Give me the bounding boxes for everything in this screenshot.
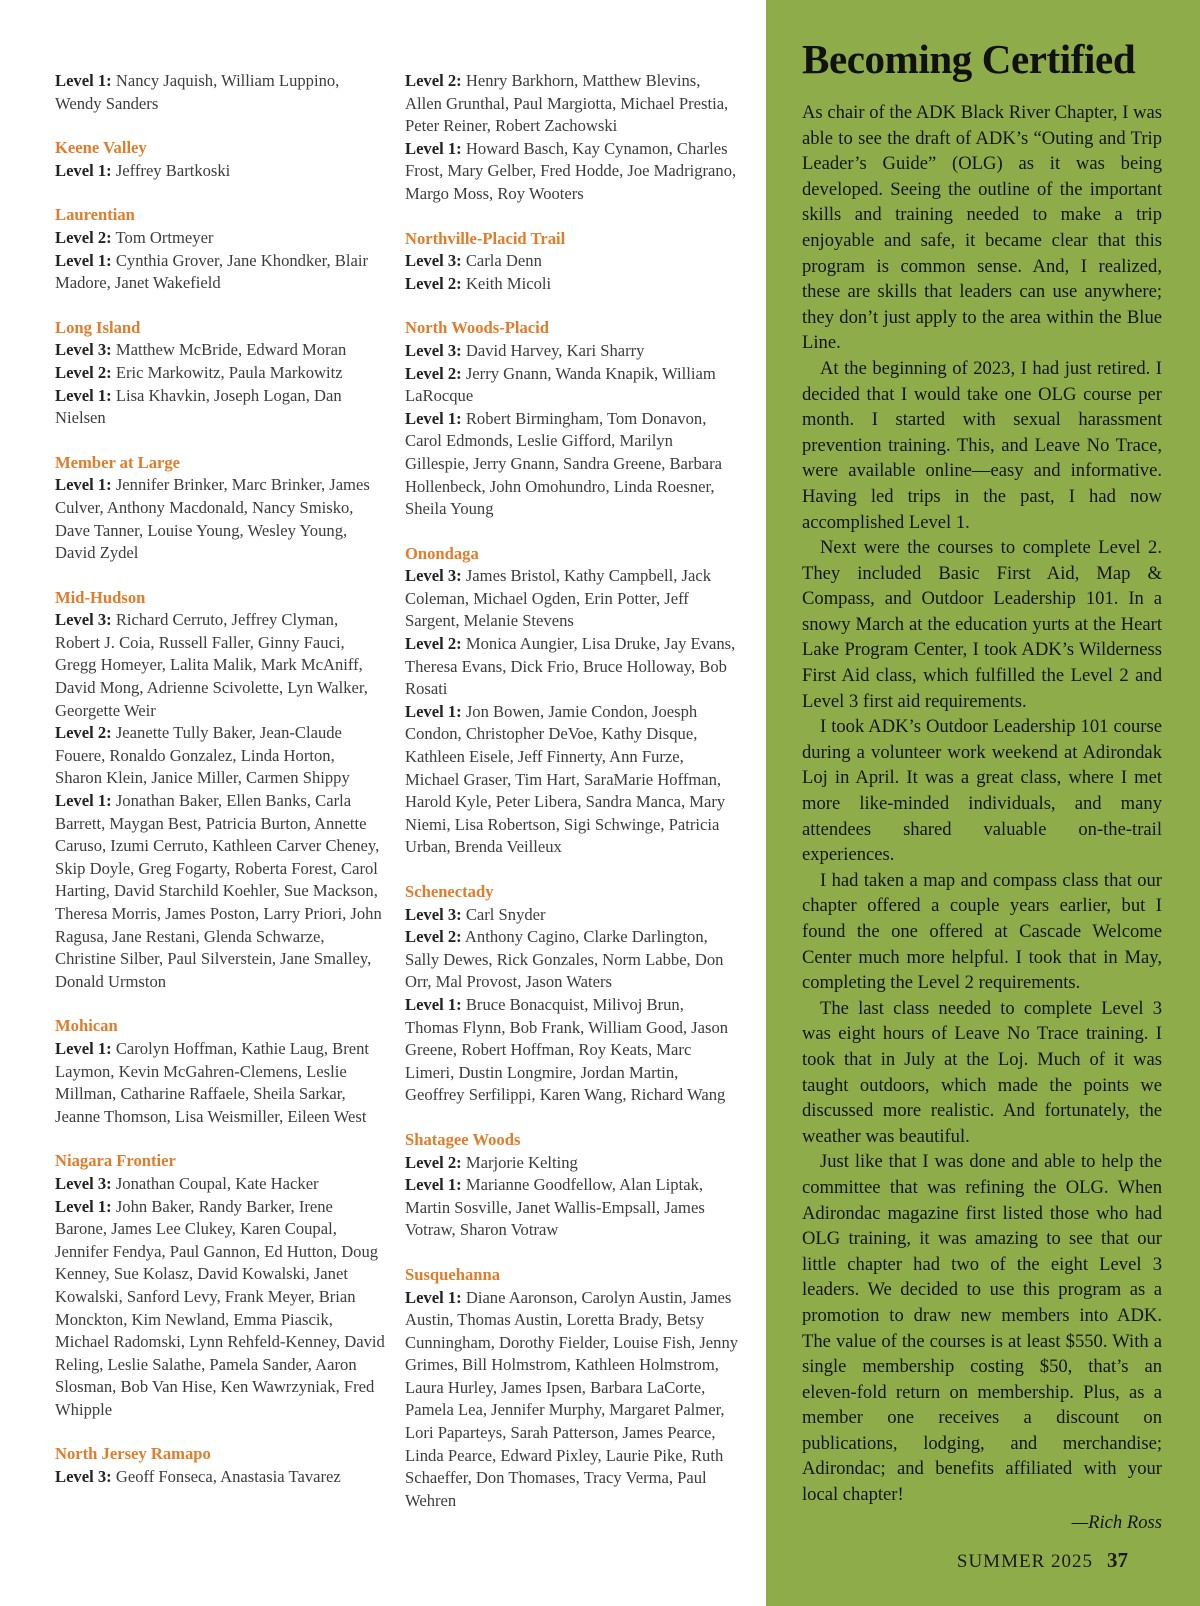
chapter-name: Mohican	[55, 1016, 118, 1036]
chapter-name: Onondaga	[405, 543, 479, 563]
level-label: Level 1:	[405, 1287, 462, 1307]
becoming-certified-sidebar	[766, 0, 1200, 1606]
member-names: Keith Micoli	[465, 273, 552, 293]
member-names: Anthony Cagino, Clarke Darlington, Sally Dewes, Rick Gonzales, Norm Labbe, Don Orr, Mal Provost, Jason Waters	[405, 927, 724, 992]
level-label: Level 2:	[55, 362, 112, 382]
page-footer	[948, 1548, 1128, 1573]
member-names: Jonathan Coupal, Kate Hacker	[115, 1173, 319, 1193]
level-label: Level 1:	[55, 1038, 112, 1058]
member-names: Eric Markowitz, Paula Markowitz	[115, 362, 343, 382]
level-label: Level 2:	[405, 927, 462, 947]
member-names: Jeffrey Bartkoski	[115, 160, 231, 180]
level-label: Level 3:	[55, 340, 112, 360]
chapter-name: North Woods-Placid	[405, 318, 549, 338]
level-label: Level 1:	[55, 250, 112, 270]
member-names: Diane Aaronson, Carolyn Austin, James Austin, Thomas Austin, Loretta Brady, Betsy Cunningham, Dorothy Fielder, Louise Fish, Jenny Grimes, Bill Holmstrom, Kathleen Holmstrom, Laura Hurley, James Ipsen, Barbara LaCorte, Pamela Lea, Jennifer Murphy, Margaret Palmer, Lori Paparteys, Sarah Patterson, James Pearce, Linda Pearce, Edward Pixley, Laurie Pike, Ruth Schaeffer, Don Thomases, Tracy Verma, Paul Wehren	[405, 1287, 739, 1510]
chapter-name: Northville-Placid Trail	[405, 228, 566, 248]
level-entry	[55, 1173, 385, 1196]
level-entry	[405, 633, 740, 701]
member-names: Matthew McBride, Edward Moran	[115, 340, 347, 360]
chapter-block	[55, 1015, 385, 1128]
level-label: Level 1:	[405, 1175, 462, 1195]
chapter-name: Shatagee Woods	[405, 1129, 521, 1149]
left-roster-column	[55, 70, 385, 1511]
chapter-block	[405, 1129, 740, 1242]
level-label: Level 1:	[55, 475, 112, 495]
level-label: Level 1:	[405, 994, 462, 1014]
chapter-block	[55, 452, 385, 565]
level-entry	[55, 227, 385, 250]
member-names: Marianne Goodfellow, Alan Liptak, Martin Sosville, Janet Wallis-Empsall, James Votraw, Sharon Votraw	[405, 1175, 705, 1240]
member-names: Jon Bowen, Jamie Condon, Joesph Condon, Christopher DeVoe, Kathy Disque, Kathleen Eisele, Jeff Finnerty, Ann Furze, Michael Graser, Tim Hart, SaraMarie Hoffman, Harold Kyle, Peter Libera, Sandra Manca, Mary Niemi, Lisa Robertson, Sigi Schwinge, Patricia Urban, Brenda Veilleux	[405, 701, 726, 857]
level-label: Level 2:	[405, 71, 462, 90]
level-label: Level 1:	[55, 791, 112, 811]
level-entry	[405, 273, 740, 296]
level-entry	[405, 408, 740, 521]
level-entry	[55, 70, 385, 115]
member-names: Carla Denn	[465, 251, 542, 271]
member-names: Henry Barkhorn, Matthew Blevins, Allen Grunthal, Paul Margiotta, Michael Prestia, Peter Reiner, Robert Zachowski	[405, 71, 729, 136]
member-names: Bruce Bonacquist, Milivoj Brun, Thomas Flynn, Bob Frank, William Good, Jason Greene, Robert Hoffman, Roy Keats, Marc Limeri, Dustin Longmire, Jordan Martin, Geoffrey Serfilippi, Karen Wang, Richard Wang	[405, 994, 729, 1105]
sidebar-title: Becoming Certified	[802, 36, 1136, 82]
member-names: Cynthia Grover, Jane Khondker, Blair Madore, Janet Wakefield	[55, 250, 368, 293]
member-names: Tom Ortmeyer	[115, 227, 214, 247]
sidebar-paragraph: Just like that I was done and able to help the committee that was refining the OLG. When Adirondac magazine first listed those who had OLG training, it was amazing to see that our little chapter had two of the eight Level 3 leaders. We decided to use this program as a promotion to draw new members into ADK. The value of the courses is at least $550. With a single membership costing $50, that’s an eleven-fold return on membership. Plus, as a member one receives a discount on publications, lodging, and merchandise; Adirondac; and benefits affiliated with your local chapter!	[802, 1151, 1162, 1506]
level-entry	[405, 1174, 740, 1242]
level-entry	[55, 722, 385, 790]
chapter-block	[55, 587, 385, 994]
level-label: Level 1:	[405, 701, 462, 721]
level-entry	[55, 250, 385, 295]
chapter-block	[405, 317, 740, 520]
level-entry	[55, 609, 385, 722]
level-label: Level 2:	[405, 363, 462, 383]
chapter-block	[405, 228, 740, 296]
level-entry	[405, 565, 740, 633]
level-label: Level 1:	[405, 138, 462, 158]
chapter-block	[55, 204, 385, 294]
level-label: Level 3:	[55, 1173, 112, 1193]
chapter-name: Schenectady	[405, 882, 494, 901]
sidebar-paragraph: I took ADK’s Outdoor Leadership 101 course during a volunteer work weekend at Adirondak Loj in April. It was a great class, where I met more like-minded individuals, and many attendees shared valuable on-the-trail experiences.	[802, 716, 1162, 866]
level-label: Level 1:	[405, 408, 462, 428]
member-names: Nancy Jaquish, William Luppino, Wendy Sanders	[55, 71, 340, 113]
sidebar-paragraph: Next were the courses to complete Level 2. They included Basic First Aid, Map & Compass, and Outdoor Leadership 101. In a snowy March at the education yurts at the Heart Lake Program Center, I took ADK’s Wilderness First Aid class, which fulfilled the Level 2 and Level 3 first aid requirements.	[802, 537, 1162, 712]
chapter-block	[55, 70, 385, 115]
member-names: Lisa Khavkin, Joseph Logan, Dan Nielsen	[55, 385, 342, 428]
level-entry	[405, 1152, 740, 1175]
level-entry	[55, 1466, 385, 1489]
level-entry	[55, 160, 385, 183]
level-label: Level 3:	[405, 566, 462, 586]
level-entry	[55, 385, 385, 430]
chapter-block	[405, 70, 740, 206]
sidebar-paragraph: At the beginning of 2023, I had just retired. I decided that I would take one OLG course per month. I started with sexual harassment prevention training. This, and Leave No Trace, were available online—easy and informative. Having led trips in the past, I had now accomplished Level 1.	[802, 357, 1162, 533]
member-names: Marjorie Kelting	[465, 1152, 578, 1172]
page-number: 37	[1107, 1548, 1128, 1572]
level-entry	[405, 340, 740, 363]
level-entry	[405, 904, 740, 927]
chapter-name: Mid-Hudson	[55, 587, 146, 607]
level-label: Level 3:	[405, 251, 462, 271]
author-signature: —Rich Ross	[1071, 1511, 1162, 1533]
chapter-name: Niagara Frontier	[55, 1151, 176, 1171]
level-entry	[405, 363, 740, 408]
level-entry	[405, 926, 740, 994]
member-names: David Harvey, Kari Sharry	[465, 340, 645, 360]
middle-roster-column	[405, 70, 740, 1534]
member-names: Carl Snyder	[465, 904, 546, 924]
chapter-block	[55, 1150, 385, 1421]
level-entry	[405, 70, 740, 138]
level-label: Level 3:	[405, 340, 462, 360]
member-names: Jerry Gnann, Wanda Knapik, William LaRocque	[405, 363, 716, 406]
level-entry	[405, 994, 740, 1107]
member-names: Jonathan Baker, Ellen Banks, Carla Barrett, Maygan Best, Patricia Burton, Annette Caruso, Izumi Cerruto, Kathleen Carver Cheney, Skip Doyle, Greg Fogarty, Roberta Forest, Carol Harting, David Starchild Koehler, Sue Mackson, Theresa Morris, James Poston, Larry Priori, John Ragusa, Jane Restani, Glenda Schwarze, Christine Silber, Paul Silverstein, Jane Smalley, Donald Urmston	[55, 791, 382, 991]
sidebar-body	[802, 100, 1162, 1535]
level-label: Level 2:	[405, 1152, 462, 1172]
member-names: Geoff Fonseca, Anastasia Tavarez	[115, 1467, 341, 1487]
chapter-name: North Jersey Ramapo	[55, 1444, 211, 1464]
issue-label: SUMMER 2025	[956, 1551, 1093, 1572]
member-names: Jennifer Brinker, Marc Brinker, James Culver, Anthony Macdonald, Nancy Smisko, Dave Tanner, Louise Young, Wesley Young, David Zydel	[55, 475, 370, 563]
level-entry	[405, 250, 740, 273]
level-label: Level 1:	[55, 1196, 112, 1216]
chapter-block	[55, 317, 385, 430]
sidebar-paragraph: The last class needed to complete Level 3 was eight hours of Leave No Trace training. I took that in July at the Loj. Much of it was taught outdoors, which made the points we discussed more realistic. And fortunately, the weather was beautiful.	[802, 997, 1162, 1147]
level-entry	[405, 701, 740, 859]
level-entry	[55, 1038, 385, 1128]
chapter-name: Laurentian	[55, 205, 135, 225]
chapter-block	[405, 881, 740, 1107]
member-names: Carolyn Hoffman, Kathie Laug, Brent Laymon, Kevin McGahren-Clemens, Leslie Millman, Catharine Raffaele, Sheila Sarkar, Jeanne Thomson, Lisa Weismiller, Eileen West	[55, 1038, 369, 1126]
level-entry	[405, 138, 740, 206]
level-entry	[55, 790, 385, 993]
member-names: Monica Aungier, Lisa Druke, Jay Evans, Theresa Evans, Dick Frio, Bruce Holloway, Bob Rosati	[405, 634, 736, 699]
level-entry	[55, 339, 385, 362]
level-label: Level 3:	[55, 610, 112, 630]
level-label: Level 2:	[55, 723, 112, 743]
level-label: Level 1:	[55, 71, 112, 90]
level-entry	[55, 474, 385, 564]
chapter-block	[405, 543, 740, 859]
member-names: Robert Birmingham, Tom Donavon, Carol Edmonds, Leslie Gifford, Marilyn Gillespie, Jerry Gnann, Sandra Greene, Barbara Hollenbeck, John Omohundro, Linda Roesner, Sheila Young	[405, 408, 722, 519]
level-label: Level 1:	[55, 160, 112, 180]
chapter-block	[55, 137, 385, 182]
level-entry	[55, 362, 385, 385]
level-label: Level 2:	[405, 273, 462, 293]
level-entry	[55, 1196, 385, 1422]
chapter-block	[55, 1443, 385, 1488]
chapter-name: Long Island	[55, 317, 141, 337]
member-names: Jeanette Tully Baker, Jean-Claude Fouere, Ronaldo Gonzalez, Linda Horton, Sharon Klein, Janice Miller, Carmen Shippy	[55, 723, 350, 788]
chapter-name: Susquehanna	[405, 1264, 501, 1284]
level-label: Level 2:	[405, 634, 462, 654]
chapter-block	[405, 1264, 740, 1513]
sidebar-paragraph: I had taken a map and compass class that our chapter offered a couple years earlier, but I found the one offered at Cascade Welcome Center much more helpful. I took that in May, completing the Level 2 requirements.	[802, 869, 1162, 994]
level-label: Level 1:	[55, 385, 112, 405]
level-label: Level 2:	[55, 227, 112, 247]
member-names: James Bristol, Kathy Campbell, Jack Coleman, Michael Ogden, Erin Potter, Jeff Sargent, Melanie Stevens	[405, 566, 712, 631]
member-names: Howard Basch, Kay Cynamon, Charles Frost, Mary Gelber, Fred Hodde, Joe Madrigrano, Margo Moss, Roy Wooters	[405, 138, 737, 203]
level-label: Level 3:	[55, 1467, 112, 1487]
sidebar-paragraph: As chair of the ADK Black River Chapter, I was able to see the draft of ADK’s “Outing and Trip Leader’s Guide” (OLG) as it was being developed. Seeing the outline of the important skills and training needed to make a trip enjoyable and safe, it became clear that this program is common sense. And, I realized, these are skills that leaders can use anywhere; they don’t just apply to the area within the Blue Line.	[802, 102, 1162, 354]
chapter-name: Member at Large	[55, 452, 181, 472]
level-entry	[405, 1287, 740, 1513]
member-names: John Baker, Randy Barker, Irene Barone, James Lee Clukey, Karen Coupal, Jennifer Fendya, Paul Gannon, Ed Hutton, Doug Kenney, Sue Kolasz, David Kowalski, Janet Kowalski, Sanford Levy, Frank Meyer, Brian Monckton, Kim Newland, Emma Piascik, Michael Radomski, Lynn Rehfeld-Kenney, David Reling, Leslie Salathe, Pamela Sander, Aaron Slosman, Bob Van Hise, Ken Wawrzyniak, Fred Whipple	[55, 1196, 385, 1419]
level-label: Level 3:	[405, 904, 462, 924]
member-names: Richard Cerruto, Jeffrey Clyman, Robert J. Coia, Russell Faller, Ginny Fauci, Gregg Homeyer, Lalita Malik, Mark McAniff, David Mong, Adrienne Scivolette, Lyn Walker, Georgette Weir	[55, 610, 368, 720]
chapter-name: Keene Valley	[55, 138, 147, 158]
